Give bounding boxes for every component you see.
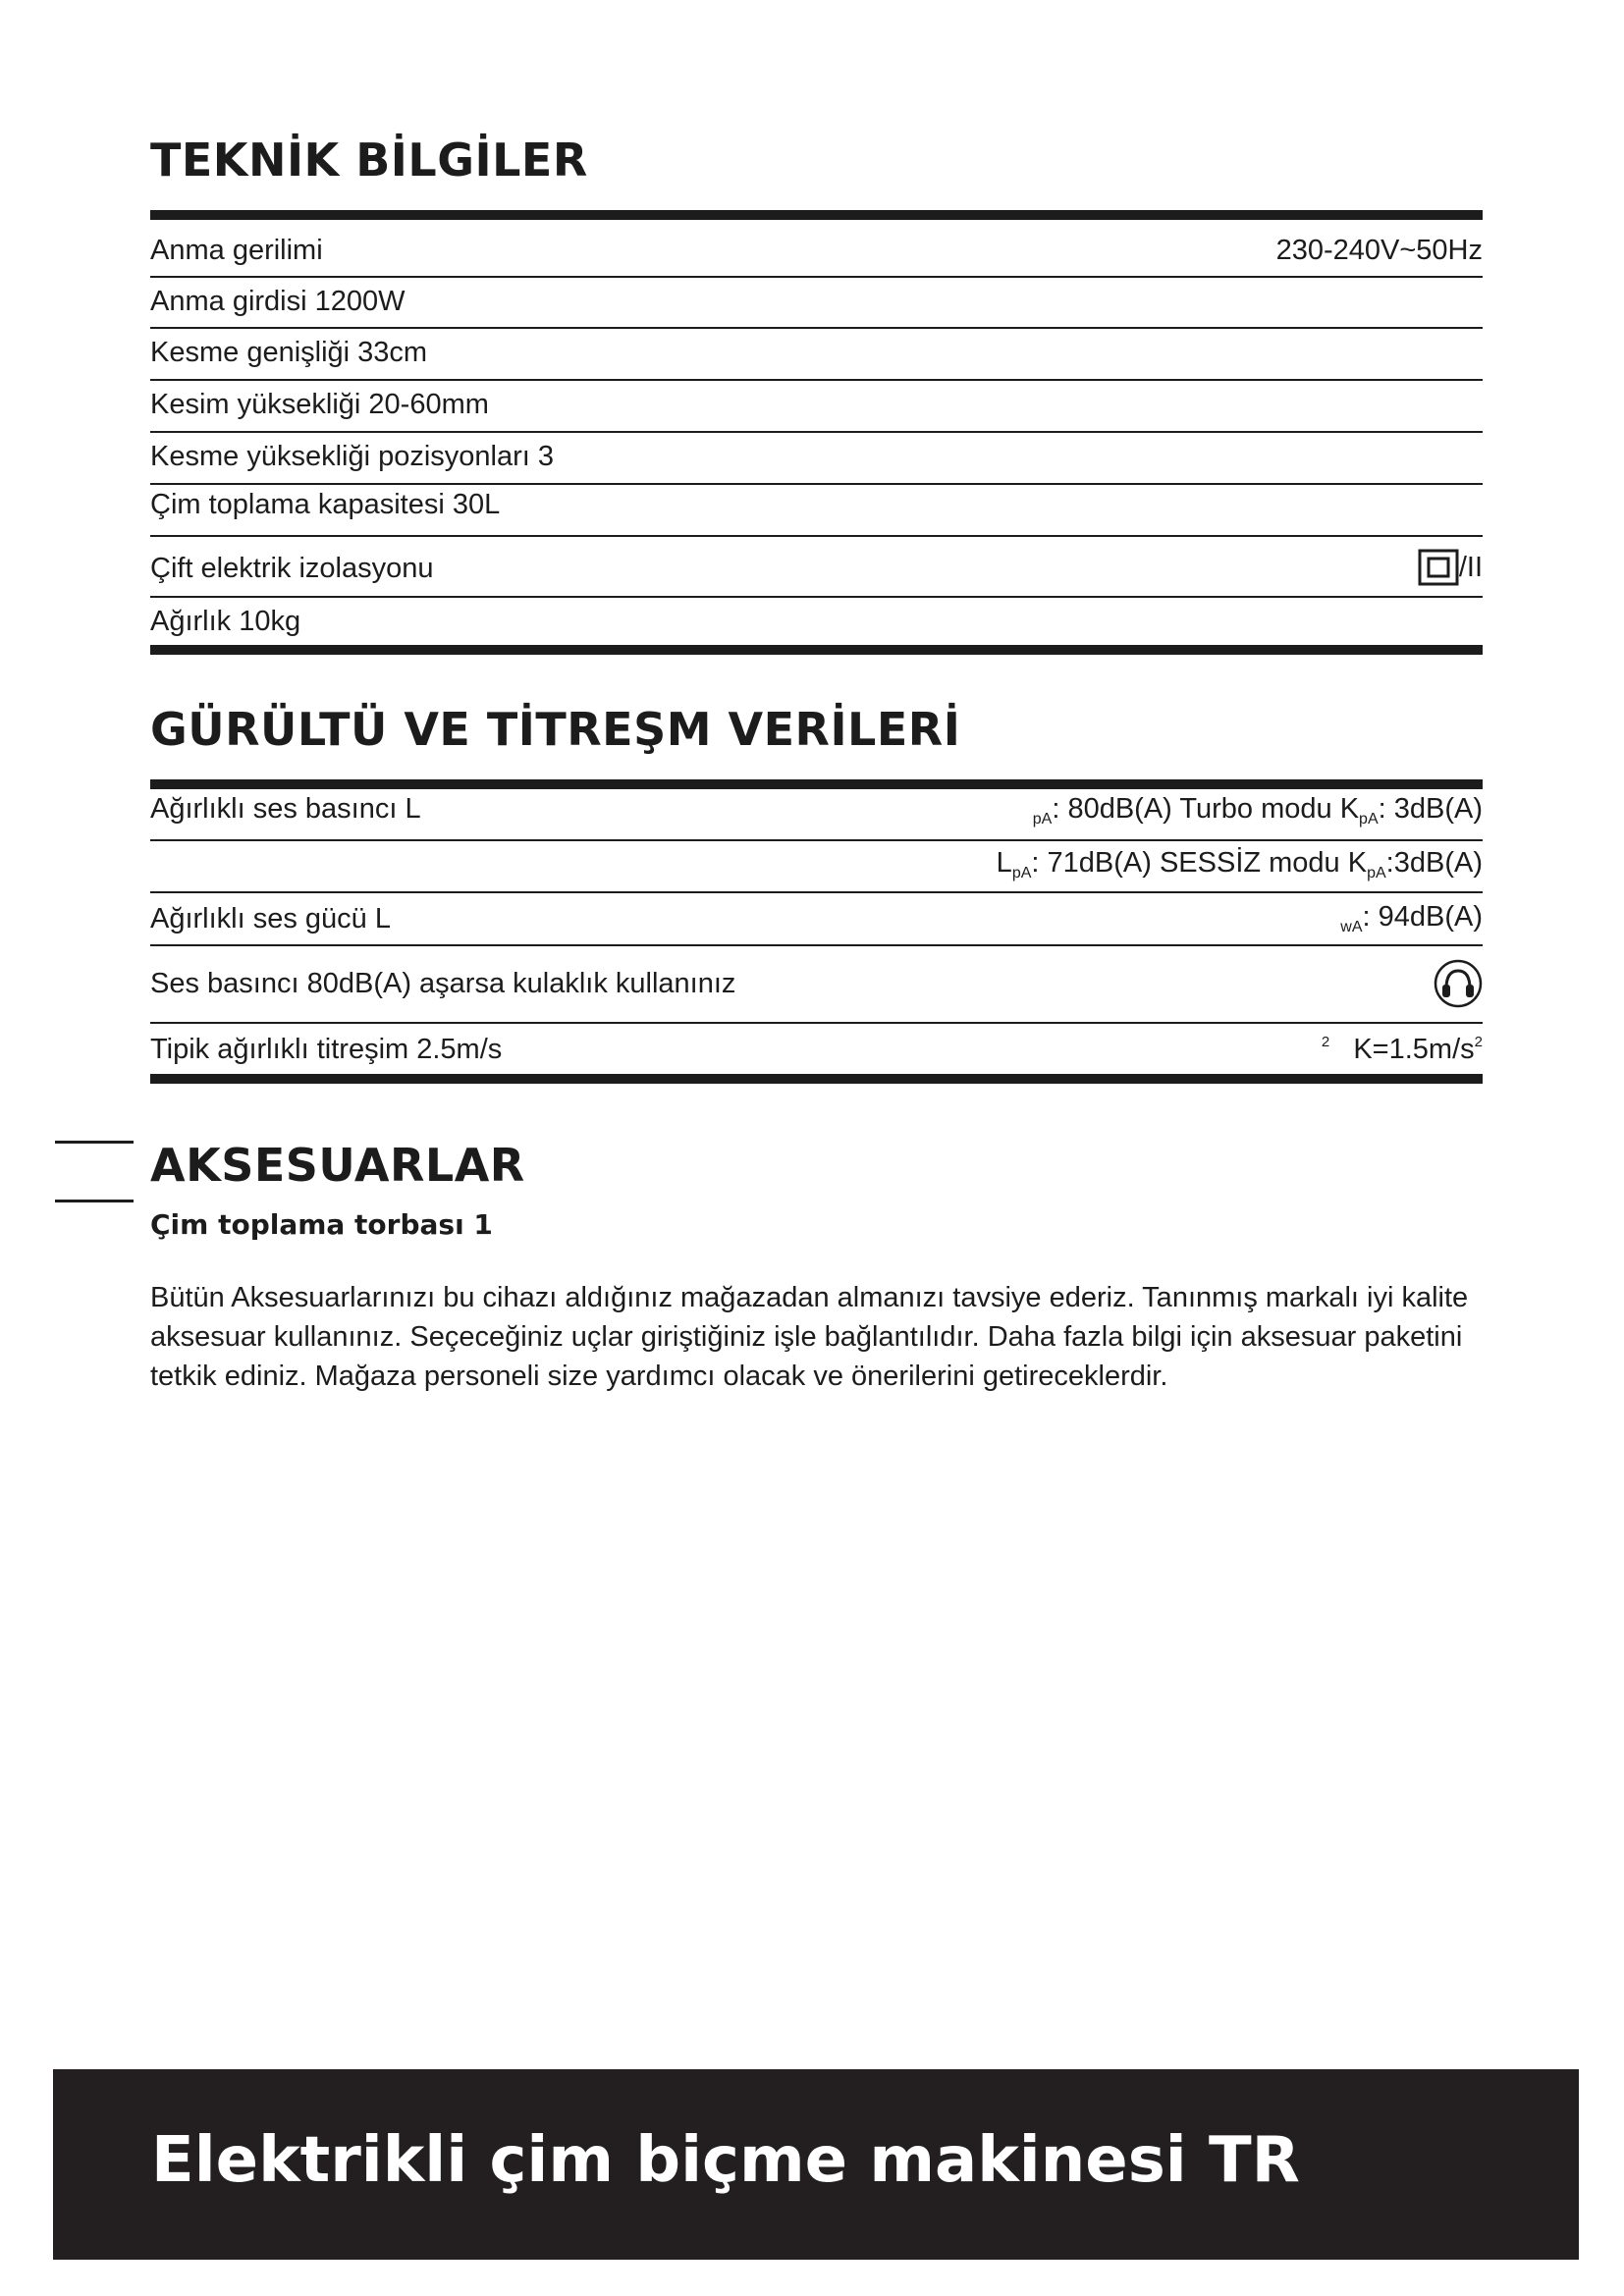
row-label: Kesim yüksekliği 20-60mm (150, 389, 489, 420)
noise-table (150, 779, 1483, 1084)
value-text: K=1.5m/s (1353, 1034, 1475, 1065)
accessory-item: Çim toplama torbası 1 (150, 1208, 493, 1241)
superscript: 2 (1321, 1034, 1330, 1050)
row-label: Kesme genişliği 33cm (150, 337, 428, 368)
value-text: : 94dB(A) (1362, 901, 1483, 933)
row-label: Ses basıncı 80dB(A) aşarsa kulaklık kullanınız (150, 968, 736, 999)
subscript: pA (1032, 811, 1053, 828)
subscript: pA (1011, 865, 1032, 881)
insulation-class-text: /II (1458, 551, 1483, 583)
value-text: L (996, 847, 1012, 879)
double-insulation-icon (1418, 549, 1459, 586)
row-label: Anma gerilimi (150, 235, 323, 266)
accessories-paragraph: Bütün Aksesuarlarınızı bu cihazı aldığınız mağazadan almanızı tavsiye ederiz. Tanınmış markalı iyi kalite aksesuar kullanınız. Seçeceğiniz uçlar giriştiğiniz işle bağlantılıdır. Daha fazla bilgi için aksesuar paketini tetkik ediniz. Mağaza personeli size yardımcı olacak ve önerilerini getireceklerdir. (150, 1282, 1469, 1392)
table-row-weight (150, 598, 1483, 645)
accessories-title: AKSESUARLAR (150, 1139, 525, 1192)
table-row-double-insulation (150, 537, 1483, 598)
row-label: Ağırlıklı ses gücü L (150, 903, 391, 934)
value-text: : 80dB(A) Turbo modu K (1052, 793, 1360, 825)
decorative-line (55, 1200, 134, 1202)
row-label: Ağırlıklı ses basıncı L (150, 793, 421, 825)
row-value: 230-240V~50Hz (1275, 235, 1483, 266)
table-row-ear-protection (150, 946, 1483, 1024)
row-label: Çim toplama kapasitesi 30L (150, 489, 501, 520)
table-row-vibration (150, 1024, 1483, 1074)
table-row-grass-capacity (150, 485, 1483, 537)
row-label: Ağırlık 10kg (150, 606, 301, 637)
table-top-rule (150, 210, 1483, 220)
row-label: Tipik ağırlıklı titreşim 2.5m/s (150, 1034, 503, 1065)
footer-banner (53, 2069, 1579, 2260)
row-label: Anma girdisi 1200W (150, 286, 406, 317)
table-bottom-rule (150, 645, 1483, 655)
subscript: wA (1340, 919, 1363, 935)
table-row-rated-input (150, 278, 1483, 329)
table-row-cutting-width (150, 329, 1483, 381)
value-text: :3dB(A) (1385, 847, 1483, 879)
table-row-cutting-height (150, 381, 1483, 433)
ear-protection-icon (1434, 959, 1483, 1008)
table-bottom-rule (150, 1074, 1483, 1084)
table-top-rule (150, 779, 1483, 789)
row-value (1340, 901, 1483, 936)
row-value (1434, 959, 1483, 1016)
noise-title: GÜRÜLTÜ VE TİTREŞM VERİLERİ (150, 703, 961, 756)
row-label: Kesme yüksekliği pozisyonları 3 (150, 441, 555, 472)
table-row-sound-pressure-turbo (150, 789, 1483, 841)
row-value (1033, 793, 1483, 828)
value-text: : 3dB(A) (1378, 793, 1483, 825)
subscript: pA (1367, 865, 1386, 881)
technical-title: TEKNİK BİLGİLER (150, 133, 588, 187)
subscript: pA (1359, 811, 1379, 828)
table-row-sound-pressure-silent (150, 841, 1483, 893)
row-value (1418, 549, 1483, 586)
technical-table (150, 210, 1483, 655)
decorative-line (55, 1141, 134, 1144)
superscript: 2 (1474, 1034, 1483, 1050)
table-row-height-positions (150, 433, 1483, 485)
value-text: : 71dB(A) SESSİZ modu K (1031, 847, 1368, 879)
row-value (997, 847, 1483, 882)
table-row-rated-voltage (150, 220, 1483, 278)
table-row-sound-power (150, 893, 1483, 946)
row-label: Çift elektrik izolasyonu (150, 553, 434, 584)
footer-title: Elektrikli çim biçme makinesi TR (151, 2124, 1300, 2197)
row-value (1322, 1034, 1483, 1066)
